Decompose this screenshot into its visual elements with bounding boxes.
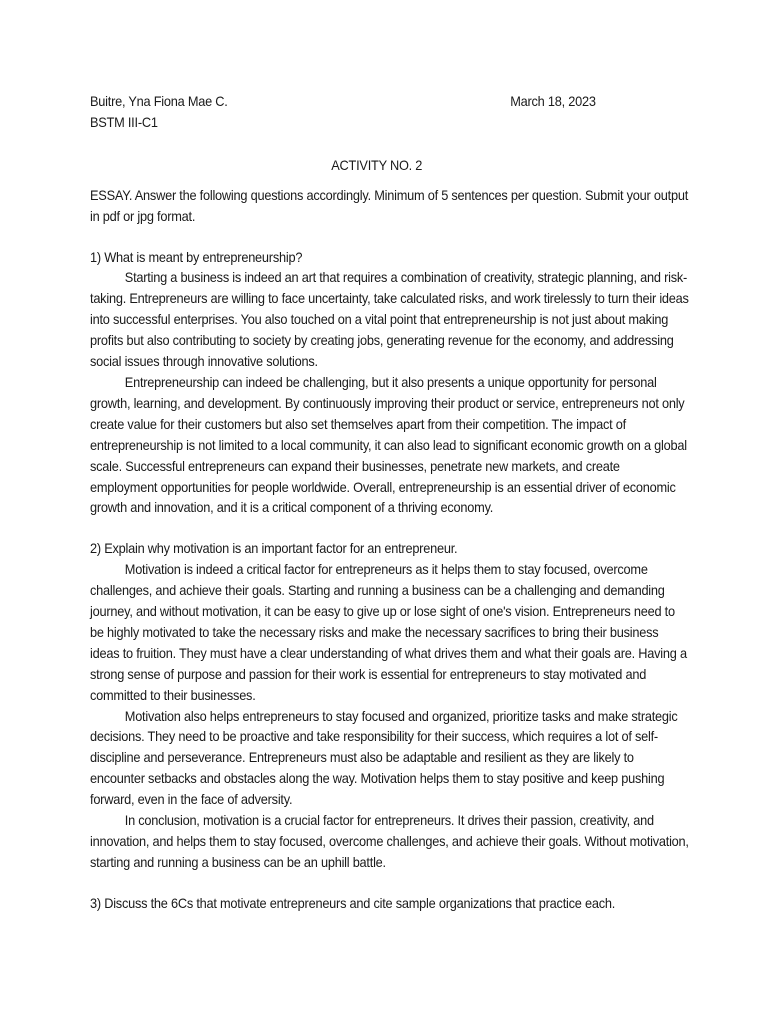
question-2: 2) Explain why motivation is an important factor for an entrepreneur. — [90, 541, 458, 557]
spacer — [90, 874, 690, 894]
student-section: BSTM III-C1 — [90, 114, 158, 130]
spacer — [90, 228, 690, 248]
question-1: 1) What is meant by entrepreneurship? — [90, 249, 303, 265]
answer-1-paragraph-2: Entrepreneurship can indeed be challenging, but it also presents a unique opportunity for personal growth, learning, and development. By continuously improving their product or service, entrepreneurs not only create value for their customers but also set themselves apart from their competition. The impact of entrepreneurship is not limited to a local community, it can also lead to significant economic growth on a global scale. Successful entrepreneurs can expand their businesses, penetrate new markets, and create employment opportunities for people worldwide. Overall, entrepreneurship is an essential driver of economic growth and innovation, and it is a critical component of a thriving economy. — [90, 374, 687, 516]
student-name: Buitre, Yna Fiona Mae C. — [90, 94, 228, 109]
activity-title: ACTIVITY NO. 2 — [331, 157, 423, 173]
spacer — [90, 519, 690, 539]
answer-2-paragraph-1: Motivation is indeed a critical factor for entrepreneurs as it helps them to stay focused, overcome challenges, and achieve their goals. Starting and running a business can be a challenging and demanding journey, and without motivation, it can be easy to give up or lose sight of one's vision. Entrepreneurs need to be highly motivated to take the necessary risks and make the necessary sacrifices to bring their business ideas to fruition. They must have a clear understanding of what drives them and what their goals are. Having a strong sense of purpose and passion for their work is essential for entrepreneurs to stay motivated and committed to their businesses. — [90, 562, 687, 703]
document-body — [90, 92, 690, 915]
answer-2-paragraph-3: In conclusion, motivation is a crucial factor for entrepreneurs. It drives their passion, creativity, and innovation, and helps them to stay focused, overcome challenges, and achieve their goals. Without motivation, starting and running a business can be an uphill battle. — [90, 813, 689, 870]
question-3: 3) Discuss the 6Cs that motivate entrepreneurs and cite sample organizations that practice each. — [90, 895, 616, 911]
instructions: ESSAY. Answer the following questions accordingly. Minimum of 5 sentences per question. Submit your output in pdf or jpg format. — [90, 187, 689, 224]
answer-1-paragraph-1: Starting a business is indeed an art that requires a combination of creativity, strategic planning, and risk-taking. Entrepreneurs are willing to face uncertainty, take calculated risks, and work tirelessly to turn their ideas into successful enterprises. You also touched on a vital point that entrepreneurship is not just about making profits but also contributing to society by creating jobs, generating revenue for the economy, and addressing social issues through innovative solutions. — [90, 270, 689, 370]
document-date: March 18, 2023 — [510, 94, 596, 109]
header-row — [90, 92, 690, 113]
answer-2-paragraph-2: Motivation also helps entrepreneurs to stay focused and organized, prioritize tasks and make strategic decisions. They need to be proactive and take responsibility for their success, which requires a lot of self-discipline and perseverance. Entrepreneurs must also be adaptable and resilient as they are likely to encounter setbacks and obstacles along the way. Motivation helps them to stay positive and keep pushing forward, even in the face of adversity. — [90, 708, 678, 808]
